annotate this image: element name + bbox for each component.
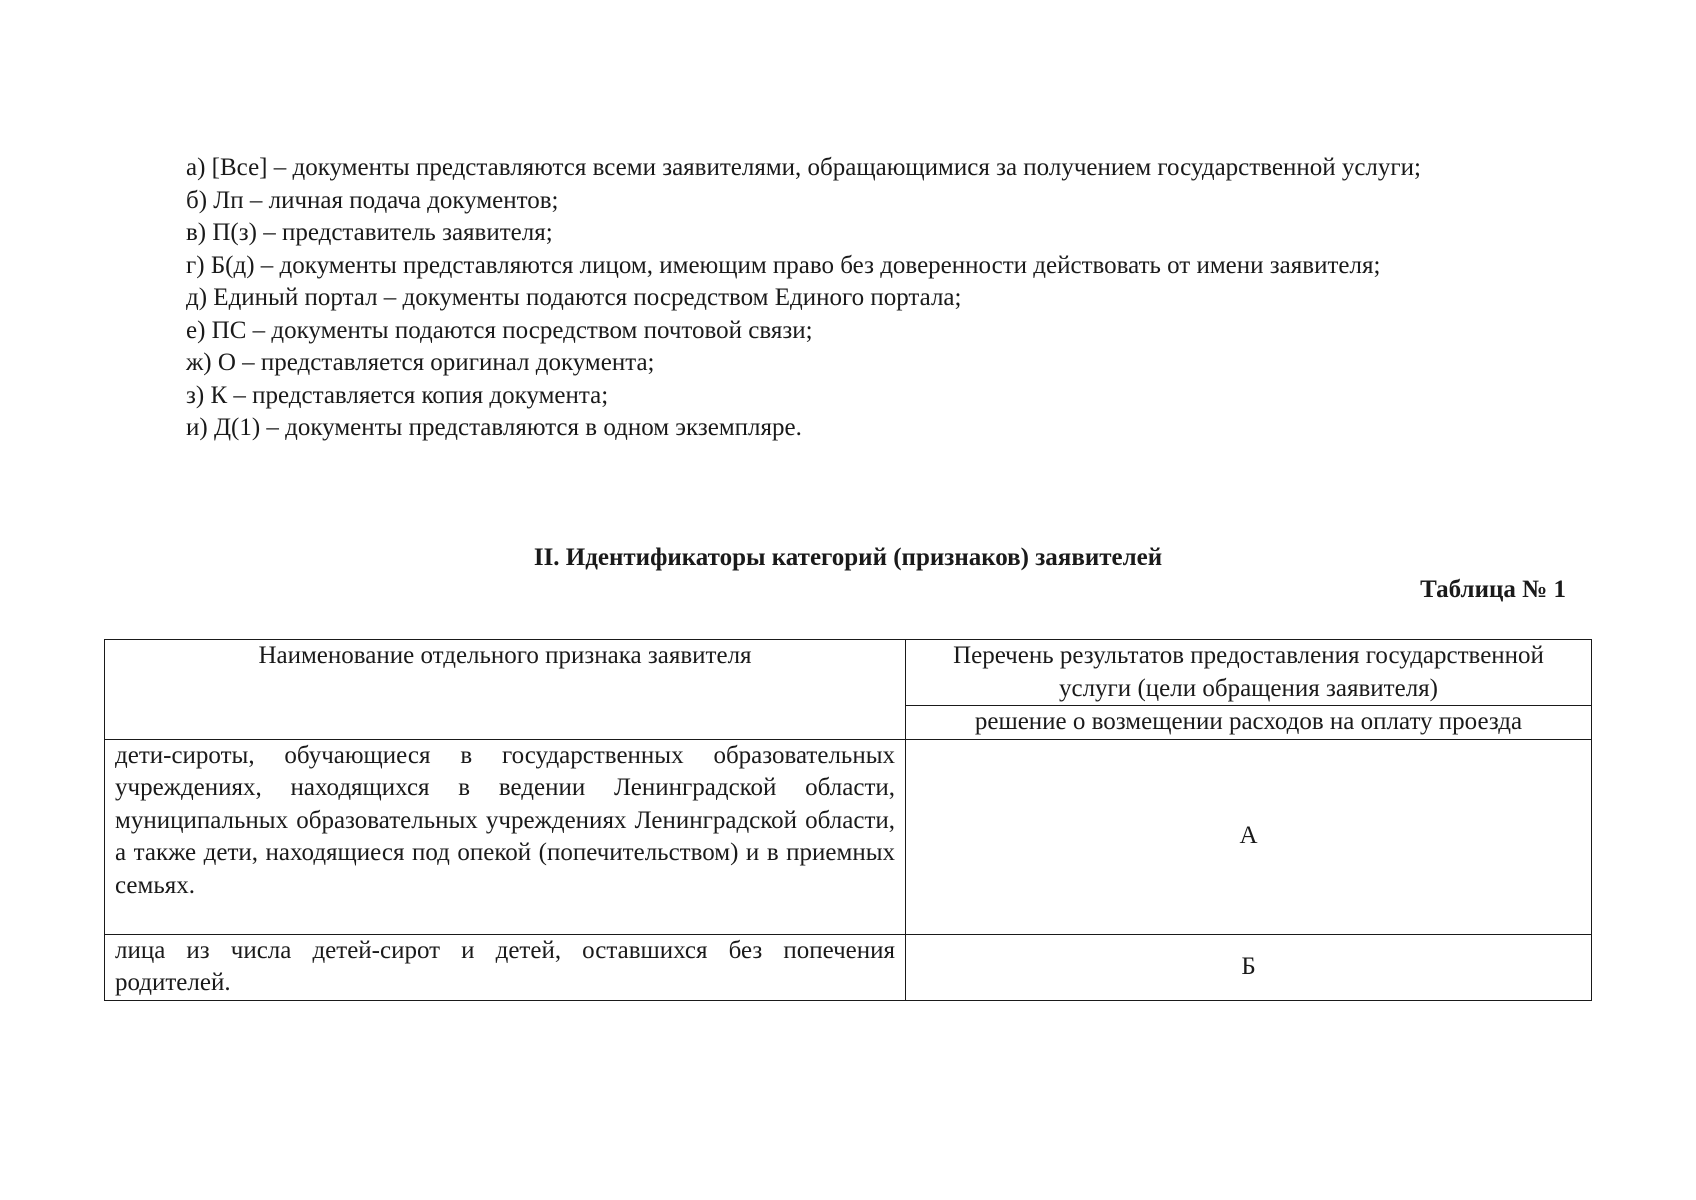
legend-item: д) Единый портал – документы подаются посредством Единого портала; xyxy=(186,284,962,311)
table-row xyxy=(105,739,1592,934)
applicant-categories-table xyxy=(104,639,1592,1001)
category-cell: дети-сироты, обучающиеся в государственных образовательных учреждениях, находящихся в ведении Ленинградской области, муниципальных образовательных учреждениях Ленинградской области, а также дети, находящиеся под опекой (попечительством) и в приемных семьях. xyxy=(105,739,906,934)
legend-item: а) [Все] – документы представляются всеми заявителями, обращающимися за получением государственной услуги; xyxy=(186,154,1421,181)
category-code-cell: А xyxy=(906,739,1592,934)
category-code-cell: Б xyxy=(906,934,1592,1000)
legend-item: з) К – представляется копия документа; xyxy=(186,381,609,409)
section-title: II. Идентификаторы категорий (признаков) заявителей xyxy=(533,544,1163,571)
table-row xyxy=(105,934,1592,1000)
legend-list xyxy=(114,152,1588,445)
header-result-item: решение о возмещении расходов на оплату проезда xyxy=(906,706,1592,740)
header-results-list: Перечень результатов предоставления государственной услуги (цели обращения заявителя) xyxy=(906,640,1592,706)
legend-item: б) Лп – личная подача документов; xyxy=(186,186,559,214)
table-header-row xyxy=(105,640,1592,706)
legend-item: е) ПС – документы подаются посредством почтовой связи; xyxy=(186,316,813,344)
legend-item: в) П(з) – представитель заявителя; xyxy=(186,219,553,246)
legend-item: ж) О – представляется оригинал документа; xyxy=(186,349,655,376)
legend-item: г) Б(д) – документы представляются лицом, имеющим право без доверенности действовать от имени заявителя; xyxy=(186,251,1381,279)
header-category-name: Наименование отдельного признака заявителя xyxy=(105,640,906,740)
legend-item: и) Д(1) – документы представляются в одном экземпляре. xyxy=(186,414,802,441)
category-cell: лица из числа детей-сирот и детей, оставшихся без попечения родителей. xyxy=(105,934,906,1000)
table-number: Таблица № 1 xyxy=(1420,576,1566,603)
